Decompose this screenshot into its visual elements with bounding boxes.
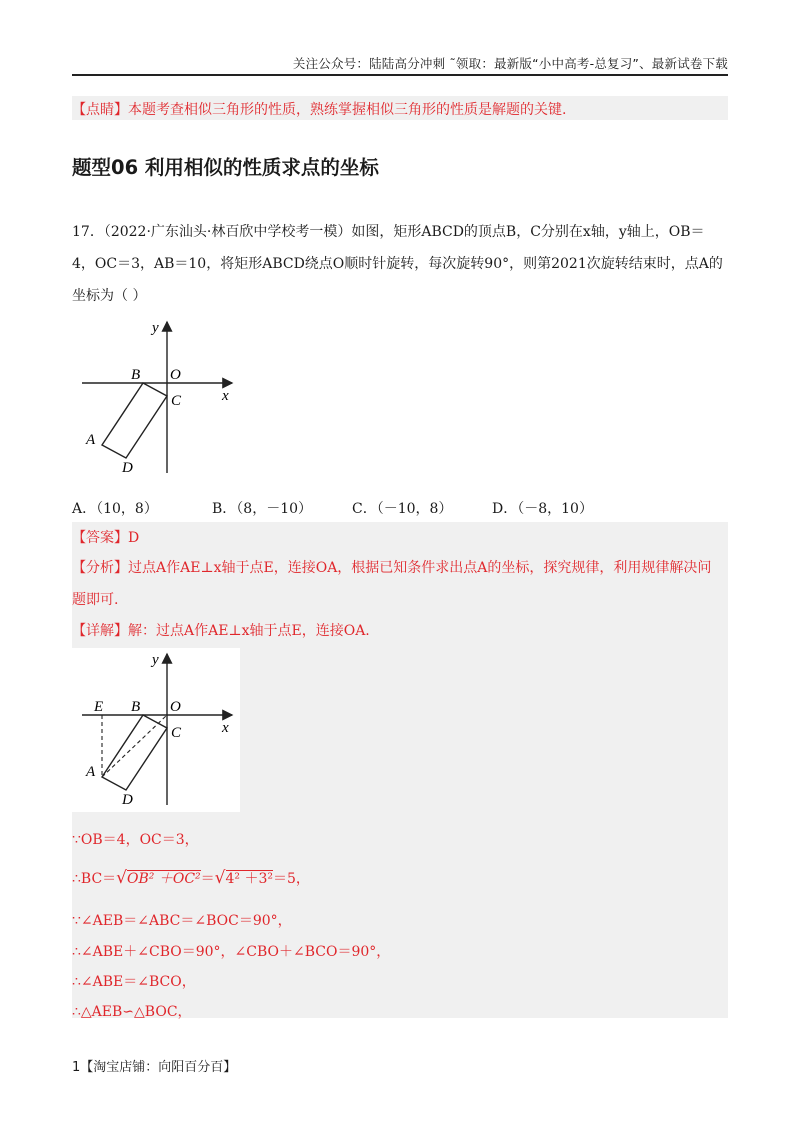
- rectangle-abcd: [102, 383, 167, 458]
- remark: [72, 99, 566, 119]
- page-footer: 1【淘宝店铺：向阳百分百】: [72, 1060, 237, 1075]
- analysis-line-1: [72, 557, 711, 577]
- answer: [72, 527, 139, 547]
- step-2-result: ＝5，: [273, 871, 310, 887]
- label-o: O: [170, 367, 181, 383]
- label-y: y: [152, 320, 159, 336]
- question-line-3: 坐标为（ ）: [72, 288, 147, 304]
- option-d: D．（－8，10）: [492, 501, 593, 517]
- question-figure: [80, 318, 250, 478]
- analysis-tag: 【分析】: [72, 560, 128, 576]
- section-title: 题型06 利用相似的性质求点的坐标: [72, 156, 379, 179]
- step-2-prefix: ∴BC＝: [72, 871, 117, 887]
- step-2: [72, 868, 310, 888]
- label-x: x: [222, 388, 229, 404]
- detail-tag: 【详解】: [72, 623, 128, 639]
- sqrt-sign-icon: √: [214, 868, 226, 888]
- question-line-1: 17．（2022·广东汕头·林百欣中学校考一模）如图，矩形ABCD的顶点B，C分别在x轴，y轴上，OB＝: [72, 224, 705, 240]
- radicand-1: OB² ＋OC²: [127, 871, 201, 887]
- detail: [72, 620, 370, 640]
- label-b: B: [131, 699, 141, 715]
- segment-oa: [102, 715, 167, 777]
- label-o: O: [170, 699, 181, 715]
- label-b: B: [131, 367, 141, 383]
- option-b: B．（8，－10）: [212, 501, 313, 517]
- label-d: D: [122, 792, 133, 808]
- label-a: A: [86, 432, 96, 448]
- step-5: ∴∠ABE＝∠BCO，: [72, 974, 196, 990]
- remark-tag: 【点睛】: [72, 102, 128, 118]
- answer-tag: 【答案】: [72, 530, 128, 546]
- option-c: C．（－10，8）: [352, 501, 453, 517]
- answer-text: D: [128, 530, 140, 546]
- analysis-text: 过点A作AE⊥x轴于点E，连接OA，根据已知条件求出点A的坐标，探究规律，利用规律解决问: [128, 560, 712, 576]
- step-2-equals: ＝: [200, 871, 215, 887]
- label-c: C: [171, 393, 182, 409]
- analysis-line-2: 题即可.: [72, 592, 119, 608]
- label-c: C: [171, 725, 182, 741]
- detail-text: 解：过点A作AE⊥x轴于点E，连接OA.: [128, 623, 370, 639]
- step-1: ∵OB＝4，OC＝3，: [72, 832, 199, 848]
- solution-figure: [80, 650, 250, 810]
- step-4: ∴∠ABE＋∠CBO＝90°，∠CBO＋∠BCO＝90°，: [72, 944, 391, 960]
- sqrt-sign-icon: √: [116, 868, 128, 888]
- remark-text: 本题考查相似三角形的性质，熟练掌握相似三角形的性质是解题的关键.: [128, 102, 567, 118]
- page-header: 关注公众号：陆陆高分冲刺 ˜领取：最新版“小中高考-总复习”、最新试卷下载: [72, 54, 728, 76]
- step-3: ∵∠AEB＝∠ABC＝∠BOC＝90°，: [72, 913, 292, 929]
- option-a: A．（10，8）: [72, 501, 158, 517]
- label-x: x: [222, 720, 229, 736]
- question-line-2: 4，OC＝3，AB＝10，将矩形ABCD绕点O顺时针旋转，每次旋转90°，则第2021次旋转结束时，点A的: [72, 256, 723, 272]
- label-y: y: [152, 652, 159, 668]
- rectangle-abcd: [102, 715, 167, 790]
- label-a: A: [86, 764, 96, 780]
- radicand-2: 4² ＋3²: [225, 871, 273, 887]
- label-d: D: [122, 460, 133, 476]
- step-6: ∴△AEB∽△BOC，: [72, 1004, 192, 1020]
- label-e: E: [94, 699, 104, 715]
